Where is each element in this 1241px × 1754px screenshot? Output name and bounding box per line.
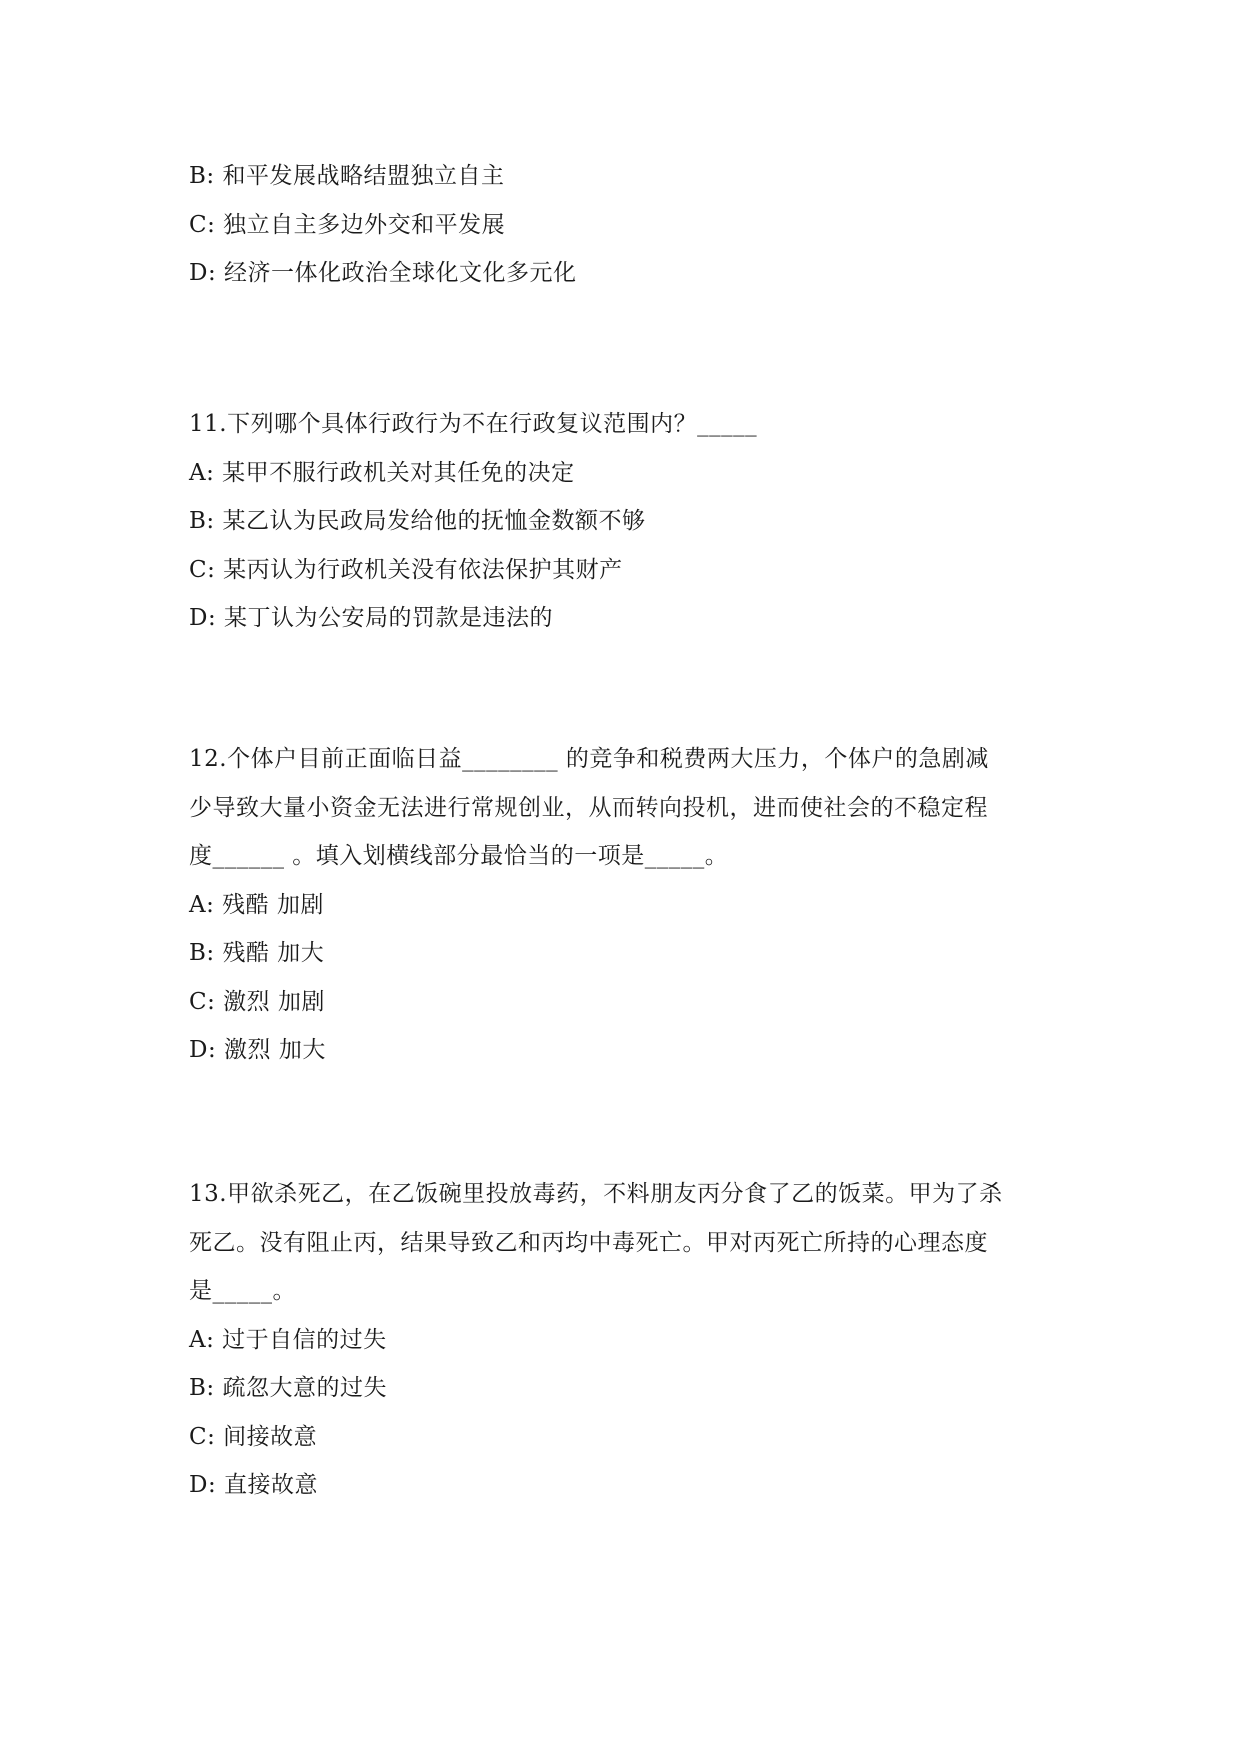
option-b: B: 和平发展战略结盟独立自主	[189, 163, 505, 189]
question-13-stem-line-3: 是_____。	[189, 1278, 296, 1304]
option-c: C: 激烈 加剧	[189, 988, 325, 1015]
question-13-stem-line-1: 13.甲欲杀死乙，在乙饭碗里投放毒药，不料朋友丙分食了乙的饭菜。甲为了杀	[189, 1181, 1003, 1207]
question-10-options	[189, 152, 1069, 298]
option-d: D: 直接故意	[189, 1472, 319, 1498]
question-12-stem-line-3: 度______ 。填入划横线部分最恰当的一项是_____。	[189, 843, 729, 869]
option-a: A: 过于自信的过失	[189, 1326, 387, 1353]
option-b: B: 残酷 加大	[189, 940, 325, 966]
question-11	[189, 400, 1069, 643]
option-d: D: 经济一体化政治全球化文化多元化	[189, 260, 577, 286]
option-a: A: 残酷 加剧	[189, 891, 324, 918]
option-c: C: 间接故意	[189, 1423, 318, 1450]
option-c: C: 某丙认为行政机关没有依法保护其财产	[189, 556, 623, 583]
option-b: B: 某乙认为民政局发给他的抚恤金数额不够	[189, 508, 646, 534]
option-c: C: 独立自主多边外交和平发展	[189, 211, 506, 238]
question-11-stem: 11.下列哪个具体行政行为不在行政复议范围内？_____	[189, 411, 758, 437]
option-d: D: 激烈 加大	[189, 1037, 326, 1063]
question-13	[189, 1170, 1069, 1510]
option-a: A: 某甲不服行政机关对其任免的决定	[189, 459, 575, 486]
option-b: B: 疏忽大意的过失	[189, 1375, 387, 1401]
question-12-stem-line-2: 少导致大量小资金无法进行常规创业，从而转向投机，进而使社会的不稳定程	[189, 794, 988, 821]
question-13-stem-line-2: 死乙。没有阻止丙，结果导致乙和丙均中毒死亡。甲对丙死亡所持的心理态度	[189, 1229, 988, 1256]
option-d: D: 某丁认为公安局的罚款是违法的	[189, 605, 554, 631]
question-12-stem-line-1: 12.个体户目前正面临日益________ 的竞争和税费两大压力，个体户的急剧减	[189, 746, 989, 772]
question-12	[189, 735, 1069, 1075]
